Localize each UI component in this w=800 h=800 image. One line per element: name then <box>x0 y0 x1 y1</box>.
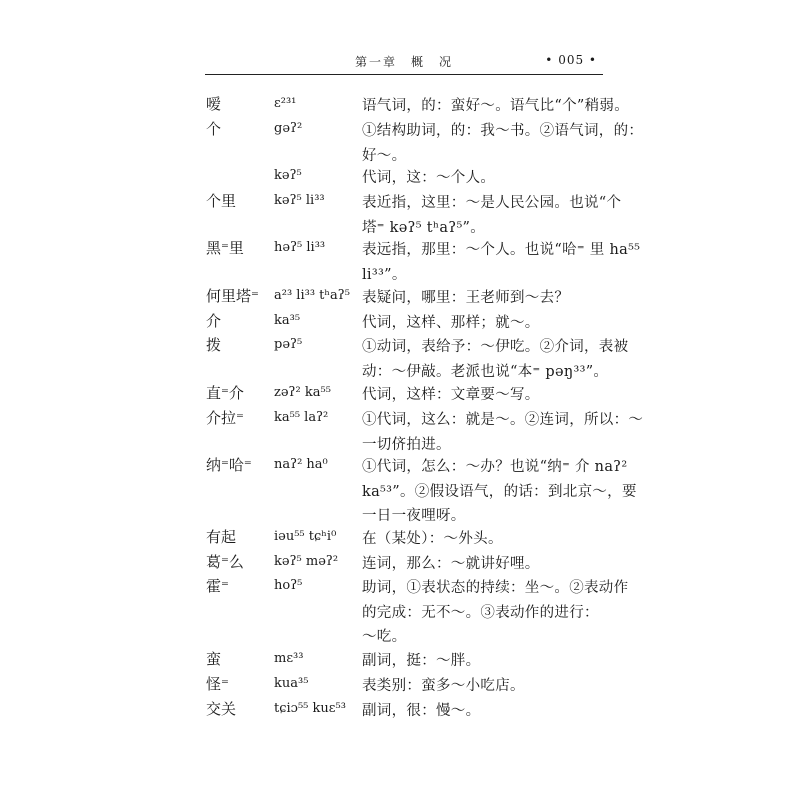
definition-line: ～吃。 <box>362 629 407 645</box>
definition-line: 代词，这：～个人。 <box>362 170 496 186</box>
headword: 黑⁼里 <box>206 239 244 257</box>
definition-line: 塔⁼ kəʔ⁵ tʰaʔ⁵”。 <box>362 219 486 236</box>
pronunciation: hoʔ⁵ <box>274 578 303 593</box>
definition-line: 表近指，这里：～是人民公园。也说“个 <box>362 195 622 211</box>
headword: 交关 <box>206 700 237 718</box>
pronunciation: tɕiɔ⁵⁵ kuɛ⁵³ <box>274 701 346 716</box>
pronunciation: a²³ li³³ tʰaʔ⁵ <box>274 288 350 303</box>
definition-line: ①动词，表给予：～伊吃。②介词，表被 <box>362 339 629 355</box>
pronunciation: ɛ²³¹ <box>274 96 297 111</box>
definition <box>362 286 602 311</box>
definition <box>362 455 637 529</box>
definition <box>362 94 630 119</box>
definition-line: 表类别：蛮多～小吃店。 <box>362 678 525 694</box>
page-number: • 005 • <box>545 53 597 67</box>
definition <box>362 699 602 724</box>
definition-line: 的完成：无不～。③表动作的进行： <box>362 604 599 621</box>
pronunciation: mɛ³³ <box>274 651 304 666</box>
definition <box>362 408 644 457</box>
chapter-title: 第一章 概 况 <box>354 55 453 69</box>
headword: 直⁼介 <box>206 384 244 402</box>
definition <box>362 311 602 336</box>
headword: 有起 <box>206 528 237 546</box>
definition-line: 副词，很：慢～。 <box>362 703 481 719</box>
pronunciation: pəʔ⁵ <box>274 337 303 352</box>
pronunciation: kəʔ⁵ li³³ <box>274 193 325 208</box>
definition-line: 语气词，的：蛮好～。语气比“个”稍弱。 <box>362 98 630 114</box>
definition <box>362 576 629 650</box>
definition-line: 代词，这样、那样；就～。 <box>362 315 540 331</box>
headword: 蛮 <box>206 650 222 668</box>
definition-line: 副词，挺：～胖。 <box>362 653 481 669</box>
definition <box>362 674 602 699</box>
headword: 介拉⁼ <box>206 409 244 427</box>
pronunciation: naʔ² ha⁰ <box>274 457 328 472</box>
headword: 何里塔⁼ <box>206 287 259 305</box>
headword: 葛⁼么 <box>206 553 244 571</box>
headword: 霍⁼ <box>206 577 229 595</box>
definition-line: ①代词，怎么：～办？也说“纳⁼ 介 naʔ² <box>362 459 628 475</box>
definition <box>362 552 602 577</box>
pronunciation: kua³⁵ <box>274 676 309 691</box>
pronunciation: kəʔ⁵ məʔ² <box>274 554 339 569</box>
pronunciation: kəʔ⁵ <box>274 168 302 183</box>
headword: 拨 <box>206 336 222 354</box>
definition-line: 一切侪拍进。 <box>362 436 451 453</box>
pronunciation: gəʔ² <box>274 121 303 136</box>
definition-line: 代词，这样：文章要～写。 <box>362 387 540 403</box>
definition <box>362 335 629 384</box>
definition-line: ①结构助词，的：我～书。②语气词，的： <box>362 123 644 139</box>
pronunciation: ka³⁵ <box>274 313 301 328</box>
definition <box>362 119 644 168</box>
definition-line: 表疑问，哪里：王老师到～去？ <box>362 290 570 306</box>
headword: 纳⁼哈⁼ <box>206 456 252 474</box>
definition-line: ka⁵³”。②假设语气，的话：到北京～，要 <box>362 483 637 500</box>
definition <box>362 191 622 240</box>
definition-line: 助词，①表状态的持续：坐～。②表动作 <box>362 580 629 596</box>
definition-line: 连词，那么：～就讲好哩。 <box>362 556 540 572</box>
definition <box>362 383 602 408</box>
definition-line: ①代词，这么：就是～。②连词，所以：～ <box>362 412 644 428</box>
definition <box>362 527 602 552</box>
pronunciation: həʔ⁵ li³³ <box>274 240 326 255</box>
headword: 嗳 <box>206 95 222 113</box>
definition-line: 在（某处）：～外头。 <box>362 531 503 547</box>
headword: 介 <box>206 312 222 330</box>
definition <box>362 238 641 287</box>
headword: 个 <box>206 120 222 138</box>
definition-line: 表远指，那里：～个人。也说“哈⁼ 里 ha⁵⁵ <box>362 242 641 258</box>
pronunciation: iəu⁵⁵ tɕʰi⁰ <box>274 529 337 544</box>
pronunciation: ka⁵⁵ laʔ² <box>274 410 329 425</box>
headword: 个里 <box>206 192 237 210</box>
headword: 怪⁼ <box>206 675 229 693</box>
definition-line: li³³”。 <box>362 266 407 283</box>
definition-line: 一日一夜哩呀。 <box>362 508 466 524</box>
definition <box>362 649 602 674</box>
pronunciation: zəʔ² ka⁵⁵ <box>274 385 331 400</box>
definition-line: 动：～伊敲。老派也说“本⁼ pəŋ³³”。 <box>362 363 609 380</box>
definition <box>362 166 602 191</box>
definition-line: 好～。 <box>362 147 407 164</box>
